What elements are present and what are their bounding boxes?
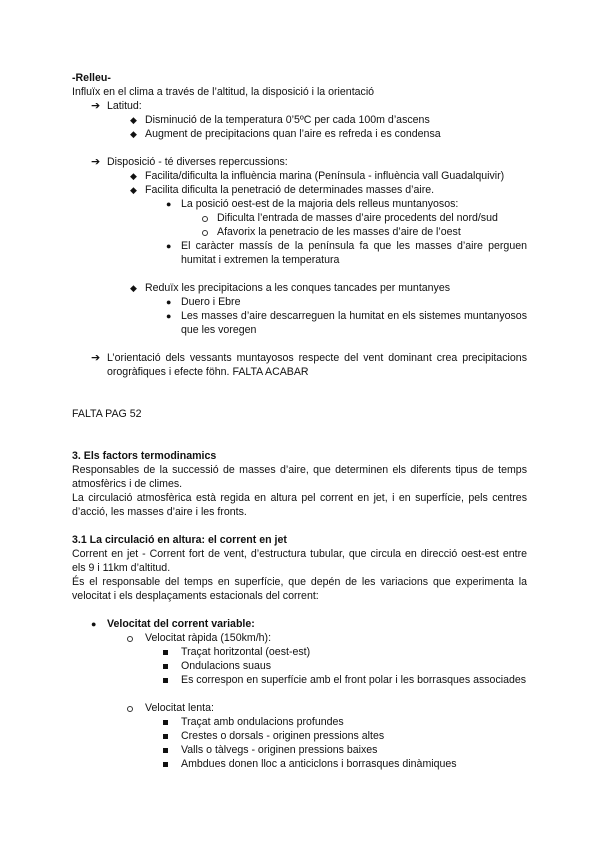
paragraph-continuation: els 9 i 11km d’altitud. [72,562,171,574]
velocitat-heading: Velocitat del corrent variable: [107,618,255,630]
paragraph: És el responsable del temps en superfície, que depén de les variacions que experimenta la [72,576,527,588]
orientacio-text-continuation: orogràfiques i efecte föhn. FALTA ACABAR [107,366,309,378]
disposicio-label: Disposició - té diverses repercussions: [107,156,288,168]
list-item: Crestes o dorsals - originen pressions altes [181,730,385,742]
velocitat-rapida-label: Velocitat ràpida (150km/h): [145,632,272,644]
dot-bullet-icon: ● [91,619,97,629]
diamond-bullet-icon: ◆ [130,115,137,125]
circle-bullet-icon [202,216,208,222]
dot-bullet-icon: ● [166,297,172,307]
list-item: Dificulta l’entrada de masses d’aire procedents del nord/sud [217,212,498,224]
paragraph: Responsables de la successió de masses d’aire, que determinen els diferents tipus de temps [72,464,527,476]
list-item: Ondulacions suaus [181,660,272,672]
arrow-bullet-icon: ➔ [91,156,101,168]
relleu-intro: Influïx en el clima a través de l’altitud, la disposició i la orientació [72,86,375,98]
dot-bullet-icon: ● [166,199,172,209]
square-bullet-icon [163,734,168,739]
list-item: Afavorix la penetracio de les masses d’aire de l’oest [217,226,461,238]
list-item: Disminució de la temperatura 0’5ºC per cada 100m d’ascens [145,114,430,126]
list-item: Les masses d’aire descarreguen la humitat en els sistemes muntanyosos [181,310,527,322]
square-bullet-icon [163,678,168,683]
section-3-heading: 3. Els factors termodinamics [72,450,217,462]
orientacio-text: L’orientació dels vessants muntayosos respecte del vent dominant crea precipitacions [107,352,527,364]
section-3-1-heading: 3.1 La circulació en altura: el corrent en jet [72,534,287,546]
dot-bullet-icon: ● [166,241,172,251]
list-item-continuation: humitat i extremen la temperatura [181,254,340,266]
list-item: Reduïx les precipitacions a les conques tancades per muntanyes [145,282,451,294]
square-bullet-icon [163,748,168,753]
falta-pag-note: FALTA PAG 52 [72,408,142,420]
square-bullet-icon [163,720,168,725]
paragraph-continuation: atmosfèrics i de climes. [72,478,183,490]
velocitat-lenta-label: Velocitat lenta: [145,702,214,714]
diamond-bullet-icon: ◆ [130,185,137,195]
list-item: Traçat horitzontal (oest-est) [181,646,311,658]
diamond-bullet-icon: ◆ [130,283,137,293]
arrow-bullet-icon: ➔ [91,352,101,364]
list-item-continuation: que les voregen [181,324,257,336]
list-item: Traçat amb ondulacions profundes [181,716,344,728]
paragraph: Corrent en jet - Corrent fort de vent, d’estructura tubular, que circula en direcció oest-est entre [72,548,527,560]
list-item: El caràcter massís de la península fa que les masses d’aire perguen [181,240,527,252]
list-item: Augment de precipitacions quan l’aire es refreda i es condensa [145,128,441,140]
list-item: Facilita dificulta la penetració de determinades masses d’aire. [145,184,435,196]
latitud-label: Latitud: [107,100,142,112]
list-item: Valls o tàlvegs - originen pressions baixes [181,744,378,756]
dot-bullet-icon: ● [166,311,172,321]
circle-bullet-icon [127,636,133,642]
square-bullet-icon [163,762,168,767]
square-bullet-icon [163,664,168,669]
paragraph-continuation: d’acció, les masses d’aire i les fronts. [72,506,247,518]
relleu-heading: -Relleu- [72,72,111,84]
list-item: Duero i Ebre [181,296,241,308]
paragraph: La circulació atmosfèrica està regida en altura pel corrent en jet, i en superfície, pels centres [72,492,527,504]
square-bullet-icon [163,650,168,655]
circle-bullet-icon [127,706,133,712]
list-item: Es correspon en superfície amb el front polar i les borrasques associades [181,674,527,686]
diamond-bullet-icon: ◆ [130,171,137,181]
arrow-bullet-icon: ➔ [91,100,101,112]
circle-bullet-icon [202,230,208,236]
paragraph-continuation: velocitat i els desplaçaments estacionals del corrent: [72,590,319,602]
list-item: Ambdues donen lloc a anticiclons i borrasques dinàmiques [181,758,457,770]
list-item: La posició oest-est de la majoria dels relleus muntanyosos: [181,198,459,210]
diamond-bullet-icon: ◆ [130,129,137,139]
list-item: Facilita/dificulta la influència marina (Península - influència vall Guadalquivir) [145,170,505,182]
